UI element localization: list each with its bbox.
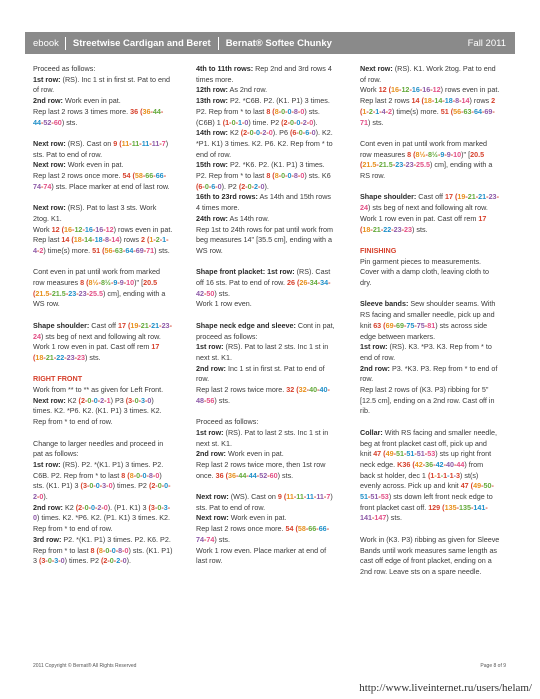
paragraph: Cont even in pat until work from marked row measures 8 (8½-8½-9-9-10)" [20.5 (21.5-21.5-23-23-25.5) cm], ending with a RS row.: [360, 138, 493, 181]
column-right: [360, 64, 500, 588]
paragraph: Work from ** to ** as given for Left Front. Next row: K2 (2-0-0-2-1) P3 (3-0-3-0) times. K2. *P6. K2. (K1. P1) 3 times. K2. Rep from * to end of row.: [33, 385, 164, 427]
yarn-brand: Bernat® Softee Chunky: [225, 37, 332, 49]
pattern-title: Streetwise Cardigan and Beret: [72, 37, 211, 49]
copyright-footer: 2011 Copyright © Bernat® All Rights Reserved: [33, 663, 137, 669]
paragraph: Shape front placket: 1st row: (RS). Cast off 16 sts. Pat to end of row. 26 (26-34-34-42-50) sts. Work 1 row even.: [196, 267, 331, 309]
page-number: Page 8 of 9: [480, 663, 506, 669]
column-left: [33, 64, 173, 578]
paragraph: Pin garment pieces to measurements. Cover with a damp cloth, leaving cloth to dry.: [360, 256, 490, 288]
paragraph: Next row: (RS). Pat to last 3 sts. Work 2tog. K1. Work 12 (16-12-16-16-12) rows even in pat. Rep last 14 (18-14-18-8-14) rows 2 (1-2-1-4-2) time(s) more. 51 (56-63-64-69-71) sts.: [33, 203, 173, 255]
paragraph: Shape shoulder: Cast off 17 (19-21-21-23-24) sts beg of next and following alt row. Work 1 row even in pat. Cast off rem 17 (18-21-22-23-23) sts.: [33, 320, 172, 362]
season-label: Fall 2011: [467, 37, 506, 49]
column-middle: [196, 64, 336, 578]
ebook-label: ebook: [33, 37, 59, 49]
paragraph: Next row: (WS). Cast on 9 (11-11-11-11-7) sts. Pat to end of row. Next row: Work even in pat. Rep last 2 rows once more. 54 (58-66-66-74-74) sts. Work 1 row even. Place marker at end of last row.: [196, 492, 333, 566]
paragraph: Change to larger needles and proceed in pat as follows: 1st row: (RS). P2. *(K1. P1) 3 times. P2. C6B. P2. Rep from * to last 8 (8-0-0-8-0) sts. (K1. P1) 3 (3-0-0-3-0) times. P2 (2-0-0-2-0). 2nd row: K2 (2-0-0-2-0). (P1. K1) 3 (3-0-3-0) times. K2. *P6. K2. (P1. K1) 3 times. K2. Rep from * to end of row. 3rd row: P2. *(K1. P1) 3 times. P2. K6. P2. Rep from * to last 8 (8-0-0-8-0) sts. (K1. P1) 3 (3-0-3-0) times. P2 (2-0-2-0).: [33, 438, 173, 566]
paragraph: Next row: (RS). Cast on 9 (11-11-11-11-7) sts. Pat to end of row. Next row: Work even in pat. Rep last 2 rows once more. 54 (58-66-66-74-74) sts. Place marker at end of last row.: [33, 138, 170, 191]
paragraph: Cont even in pat until work from marked row measures 8 (8½-8½-9-9-10)" [20.5 (21.5-21.5-23-23-25.5) cm], ending with a WS row.: [33, 267, 166, 309]
paragraph: Proceed as follows: 1st row: (RS). Pat to last 2 sts. Inc 1 st in next st. K1. 2nd row: Work even in pat. Rep last 2 rows twice more, then 1st row once. 36 (36-44-44-52-60) sts.: [196, 417, 329, 480]
paragraph: Shape shoulder: Cast off 17 (19-21-21-23-24) sts beg of next and following alt row. Work 1 row even in pat. Cast off rem 17 (18-21-22-23-23) sts.: [360, 192, 499, 234]
paragraph: 4th to 11th rows: Rep 2nd and 3rd rows 4 times more. 12th row: As 2nd row. 13th row: P2. *C6B. P2. (K1. P1) 3 times. P2. Rep from * to last 8 (8-0-0-8-0) sts. (C6B) 1 (1-0-1-0) time. P2 (2-0-0-2-0). 14th row: K2 (2-0-0-2-0). P6 (6-0-6-0). K2. *P1. K1) 3 times. K2. P6. K2. Rep from * to end of row. 15th row: P2. *K6. P2. (K1. P1) 3 times. P2. Rep from * to last 8 (8-0-0-8-0) sts. K6 (6-0-6-0). P2 (2-0-2-0). 16th to 23rd rows: As 14th and 15th rows 4 times more. 24th row: As 14th row. Rep 1st to 24th rows for pat until work from beg measures 14" [35.5 cm], ending with a WS row.: [196, 64, 334, 255]
paragraph: Work in (K3. P3) ribbing as given for Sleeve Bands until work measures same length as cast off edge of front placket, ending on a 2nd row. Leave sts on a spare needle.: [360, 534, 500, 576]
paragraph: Proceed as follows: 1st row: (RS). Inc 1 st in first st. Pat to end of row. 2nd row: Work even in pat. Rep last 2 rows 3 times more. 36 (36-44-44-52-60) sts.: [33, 64, 171, 127]
section-heading: RIGHT FRONT: [33, 374, 83, 384]
section-heading: FINISHING: [360, 245, 397, 255]
paragraph: Next row: (RS). K1. Work 2tog. Pat to end of row. Work 12 (16-12-16-16-12) rows even in pat. Rep last 2 rows 14 (18-14-18-8-14) rows 2 (1-2-1-4-2) time(s) more. 51 (56-63-64-69-71) sts.: [360, 64, 500, 127]
header-bar: [25, 32, 515, 54]
paragraph: Shape neck edge and sleeve: Cont in pat, proceed as follows: 1st row: (RS). Pat to last 2 sts. Inc 1 st in next st. K1. 2nd row: Inc 1 st in first st. Pat to end of row. Rep last 2 rows twice more. 32 (32-40-40-48-56) sts.: [196, 320, 335, 405]
paragraph: Sleeve bands: Sew shoulder seams. With RS facing and smaller needle, pick up and knit 63 (69-69-75-75-81) sts across side edge between markers. 1st row: (RS). K3. *P3. K3. Rep from * to end of row. 2nd row: P3. *K3. P3. Rep from * to end of row. Rep last 2 rows of (K3. P3) ribbing for 5" [12.5 cm], ending on a 2nd row. Cast off in rib.: [360, 299, 498, 416]
watermark-url: http://www.liveinternet.ru/users/helam/: [359, 682, 532, 694]
paragraph: Collar: With RS facing and smaller needle, beg at front placket cast off, pick up and knit 47 (49-51-51-51-53) sts up right front neck edge. K36 (42-36-42-40-44) from back st holder, dec 1 (1-1-1-1-3) st(s) evenly across. Pick up and knit 47 (49-50-51-51-53) sts down left front neck edge to front placket cast off. 129 (135-135-141-141-147) sts.: [360, 427, 498, 523]
